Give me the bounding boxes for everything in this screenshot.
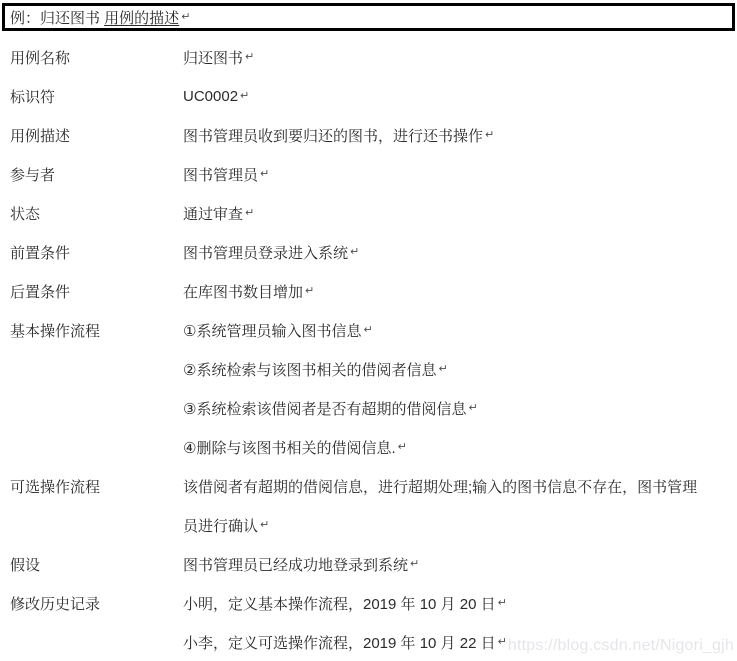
paragraph-mark-icon: ↵ xyxy=(497,636,507,648)
table-row xyxy=(0,311,737,350)
table-row xyxy=(0,272,737,311)
row-text: 图书管理员 xyxy=(183,167,259,184)
row-label: 修改历史记录 xyxy=(10,596,101,613)
table-row xyxy=(0,116,737,155)
use-case-title xyxy=(2,3,735,31)
paragraph-mark-icon: ↵ xyxy=(245,51,255,63)
title-prefix: 例：归还图书 xyxy=(10,9,105,27)
row-label: 标识符 xyxy=(10,89,56,106)
row-text: 员进行确认 xyxy=(183,518,259,535)
paragraph-mark-icon: ↵ xyxy=(468,402,478,414)
row-text: 小李，定义可选操作流程，2019 年 10 月 22 日 xyxy=(183,635,496,652)
table-row xyxy=(0,623,737,661)
table-row xyxy=(0,155,737,194)
row-label: 用例描述 xyxy=(10,128,71,145)
row-text: 归还图书 xyxy=(183,50,244,67)
row-text: 图书管理员已经成功地登录到系统 xyxy=(183,557,409,574)
row-text: UC0002 xyxy=(183,88,239,105)
row-text: ④删除与该图书相关的借阅信息. xyxy=(183,440,396,457)
paragraph-mark-icon: ↵ xyxy=(497,597,507,609)
table-row xyxy=(0,584,737,623)
row-text: 图书管理员登录进入系统 xyxy=(183,245,349,262)
row-text: 通过审查 xyxy=(183,206,244,223)
table-row xyxy=(0,545,737,584)
row-text: ③系统检索该借阅者是否有超期的借阅信息 xyxy=(183,401,467,418)
table-row xyxy=(0,350,737,389)
paragraph-mark-icon: ↵ xyxy=(240,90,250,102)
row-label: 状态 xyxy=(10,206,41,223)
table-row xyxy=(0,194,737,233)
paragraph-mark-icon: ↵ xyxy=(305,285,315,297)
table-row xyxy=(0,38,737,77)
row-text: 该借阅者有超期的借阅信息，进行超期处理;输入的图书信息不存在，图书管理 xyxy=(183,479,698,496)
table-row xyxy=(0,428,737,467)
table-row xyxy=(0,506,737,545)
row-text: 小明，定义基本操作流程，2019 年 10 月 20 日 xyxy=(183,596,496,613)
paragraph-mark-icon: ↵ xyxy=(245,207,255,219)
row-label: 可选操作流程 xyxy=(10,479,101,496)
row-label: 参与者 xyxy=(10,167,56,184)
row-label: 后置条件 xyxy=(10,284,71,301)
table-row xyxy=(0,389,737,428)
row-label: 基本操作流程 xyxy=(10,323,101,340)
table-row xyxy=(0,467,737,506)
paragraph-mark-icon: ↵ xyxy=(410,558,420,570)
row-label: 用例名称 xyxy=(10,50,71,67)
paragraph-mark-icon: ↵ xyxy=(485,129,495,141)
row-text: 在库图书数目增加 xyxy=(183,284,304,301)
paragraph-mark-icon: ↵ xyxy=(260,168,270,180)
table-row xyxy=(0,77,737,116)
use-case-rows xyxy=(0,38,737,661)
row-text: 图书管理员收到要归还的图书，进行还书操作 xyxy=(183,128,484,145)
paragraph-mark-icon: ↵ xyxy=(363,324,373,336)
paragraph-mark-icon: ↵ xyxy=(181,10,191,23)
title-underlined-text: 用例的描述 xyxy=(104,9,180,27)
paragraph-mark-icon: ↵ xyxy=(260,519,270,531)
paragraph-mark-icon: ↵ xyxy=(397,441,407,453)
row-text: ②系统检索与该图书相关的借阅者信息 xyxy=(183,362,437,379)
watermark-url: https://blog.csdn.net/Nigori_gjh xyxy=(507,637,734,654)
row-label: 前置条件 xyxy=(10,245,71,262)
paragraph-mark-icon: ↵ xyxy=(438,363,448,375)
row-label: 假设 xyxy=(10,557,41,574)
paragraph-mark-icon: ↵ xyxy=(350,246,360,258)
row-text: ①系统管理员输入图书信息 xyxy=(183,323,362,340)
table-row xyxy=(0,233,737,272)
